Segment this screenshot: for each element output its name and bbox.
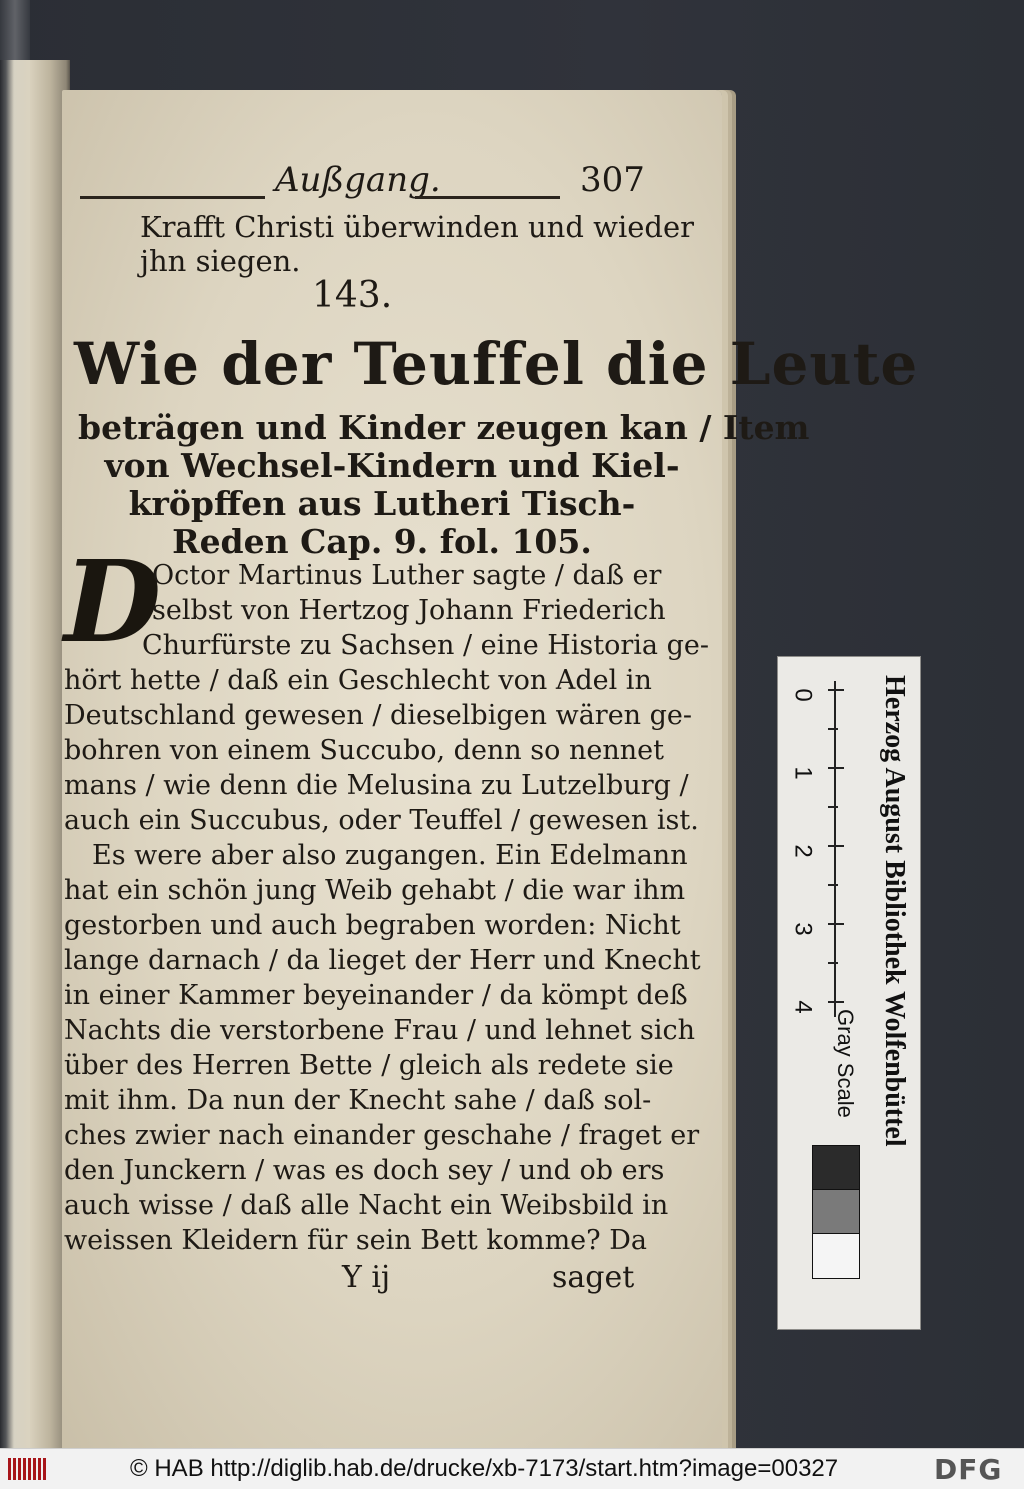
library-name: Herzog August Bibliothek Wolfenbüttel xyxy=(879,675,910,1147)
subheading-line: beträgen und Kinder zeugen kan / Item xyxy=(78,408,810,447)
body-line: hat ein schön jung Weib gehabt / die war ihm xyxy=(64,875,686,906)
body-line: ches zwier nach einander geschahe / fraget er xyxy=(64,1120,700,1151)
hab-logo-icon xyxy=(8,1458,46,1480)
body-line: mit ihm. Da nun der Knecht sahe / daß sol- xyxy=(64,1085,652,1116)
body-line: Es were aber also zugangen. Ein Edelmann xyxy=(92,840,688,871)
gray-swatch-mid xyxy=(812,1189,860,1235)
scale-number: 3 xyxy=(789,922,817,936)
body-line: Deutschland gewesen / dieselbigen wären ge- xyxy=(64,700,693,731)
gray-swatch-dark xyxy=(812,1145,860,1191)
text-line: Krafft Christi überwinden und wieder xyxy=(140,210,694,244)
body-line: lange darnach / da lieget der Herr und Knecht xyxy=(64,945,701,976)
footer-bar xyxy=(0,1448,1024,1489)
gray-swatch-light xyxy=(812,1233,860,1279)
signature-mark: Y ij xyxy=(342,1260,391,1295)
body-line: Churfürste zu Sachsen / eine Historia ge- xyxy=(142,630,709,661)
running-head xyxy=(80,160,645,210)
scale-number: 0 xyxy=(789,688,817,702)
cm-scale xyxy=(786,673,846,1014)
rule-left xyxy=(80,196,265,199)
running-head-title: Außgang. xyxy=(275,160,441,200)
body-line: in einer Kammer beyeinander / da kömpt deß xyxy=(64,980,688,1011)
dfg-logo: DFG xyxy=(934,1453,1003,1486)
drop-cap: D xyxy=(64,537,162,668)
body-line: gestorben und auch begraben worden: Nicht xyxy=(64,910,681,941)
body-line: mans / wie denn die Melusina zu Lutzelburg / xyxy=(64,770,689,801)
scale-number: 4 xyxy=(789,1000,817,1014)
scale-number: 2 xyxy=(789,844,817,858)
subheading-line: kröpffen aus Lutheri Tisch- xyxy=(128,484,636,523)
catchword: saget xyxy=(552,1260,635,1295)
page-number: 307 xyxy=(580,160,645,200)
body-line: hört hette / daß ein Geschlecht von Adel in xyxy=(64,665,652,696)
subheading-line: Reden Cap. 9. fol. 105. xyxy=(172,522,592,561)
plastic-sleeve xyxy=(0,0,30,1448)
body-line: Nachts die verstorbene Frau / und lehnet sich xyxy=(64,1015,696,1046)
subheading-line: von Wechsel-Kindern und Kiel- xyxy=(104,446,680,485)
body-line: selbst von Hertzog Johann Friederich xyxy=(152,595,666,626)
gray-scale-label: Gray Scale xyxy=(833,1009,858,1118)
rule-right xyxy=(415,196,560,199)
section-number: 143. xyxy=(312,275,393,316)
copyright-link[interactable]: © HAB http://diglib.hab.de/drucke/xb-7173/start.htm?image=00327 xyxy=(130,1455,839,1482)
body-line: über des Herren Bette / gleich als redete sie xyxy=(64,1050,674,1081)
body-line: Octor Martinus Luther sagte / daß er xyxy=(152,560,662,591)
body-line: bohren von einem Succubo, denn so nennet xyxy=(64,735,664,766)
body-line: den Junckern / was es doch sey / und ob ers xyxy=(64,1155,665,1186)
body-line: auch wisse / daß alle Nacht ein Weibsbild in xyxy=(64,1190,669,1221)
text-line: jhn siegen. xyxy=(140,244,301,278)
scale-ruler xyxy=(777,656,921,1330)
chapter-heading: Wie der Teuffel die Leute xyxy=(74,330,919,398)
scale-number: 1 xyxy=(789,766,817,780)
body-line: weissen Kleidern für sein Bett komme? Da xyxy=(64,1225,647,1256)
body-line: auch ein Succubus, oder Teuffel / gewesen ist. xyxy=(64,805,699,836)
